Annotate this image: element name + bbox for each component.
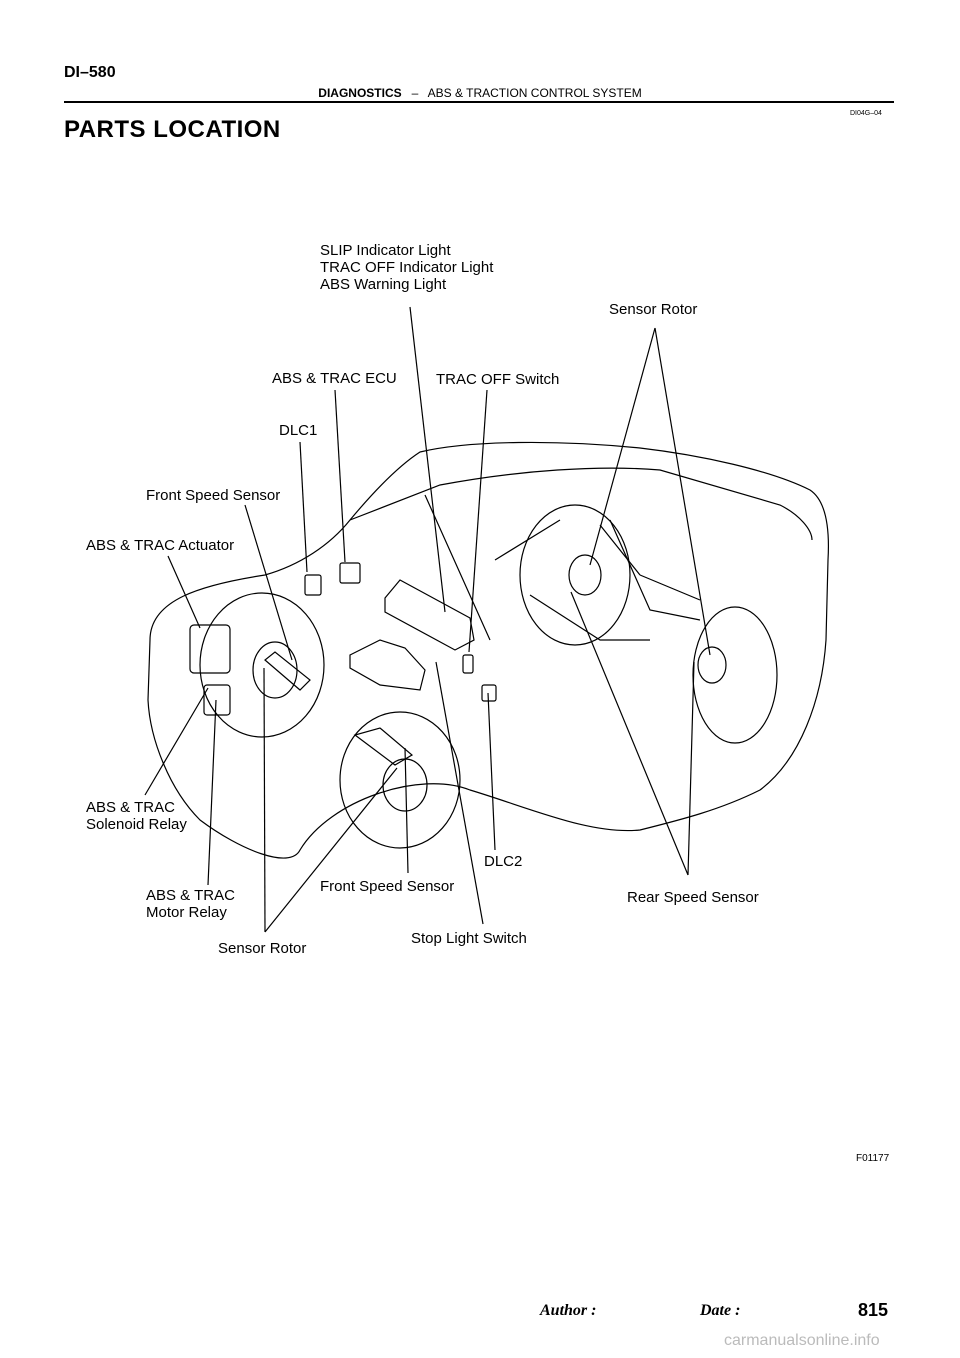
leader-sensor-rotor-rear-b xyxy=(655,328,710,655)
abs-warning-light-label: ABS Warning Light xyxy=(320,276,447,293)
section-name: DIAGNOSTICS xyxy=(318,86,402,100)
leader-rear-speed-sensor-a xyxy=(571,592,688,875)
dlc1-label: DLC1 xyxy=(279,422,318,439)
rear-left-hub xyxy=(698,647,726,683)
leader-ecu xyxy=(335,390,345,562)
leader-sensor-rotor-rear-a xyxy=(590,328,655,565)
doc-code: DI04G–04 xyxy=(850,110,882,117)
section-title: PARTS LOCATION xyxy=(64,116,281,143)
front-speed-sensor-bottom-label: Front Speed Sensor xyxy=(320,878,455,895)
leader-motor-relay xyxy=(208,700,216,885)
author-label: Author : xyxy=(540,1302,597,1319)
solenoid-relay-label-line2: Solenoid Relay xyxy=(86,816,187,833)
watermark: carmanualsonline.info xyxy=(724,1332,880,1349)
leader-solenoid-relay xyxy=(145,688,208,795)
abs-trac-actuator-shape xyxy=(190,625,230,673)
solenoid-relay-label xyxy=(86,799,187,833)
header-separator: – xyxy=(411,86,419,100)
trac-off-switch-shape xyxy=(463,655,473,673)
dlc2-shape xyxy=(482,685,496,701)
trac-off-indicator-label: TRAC OFF Indicator Light xyxy=(320,259,494,276)
slip-indicator-label: SLIP Indicator Light xyxy=(320,242,451,259)
solenoid-relay-label-line1: ABS & TRAC xyxy=(86,799,175,816)
leader-sensor-rotor-front-b xyxy=(265,768,397,932)
rear-right-hub xyxy=(569,555,601,595)
leader-sensor-rotor-front-a xyxy=(264,668,265,932)
motor-relay-label-line2: Motor Relay xyxy=(146,904,227,921)
motor-relay-label-line1: ABS & TRAC xyxy=(146,887,235,904)
leader-actuator xyxy=(168,556,200,628)
door-outline xyxy=(530,520,700,640)
stop-light-switch-label: Stop Light Switch xyxy=(411,930,527,947)
leader-indicators xyxy=(410,307,445,612)
abs-trac-ecu-label: ABS & TRAC ECU xyxy=(272,370,397,387)
front-speed-sensor-top-label: Front Speed Sensor xyxy=(146,487,281,504)
page-id: DI–580 xyxy=(64,64,116,81)
abs-trac-actuator-label: ABS & TRAC Actuator xyxy=(86,537,235,554)
figure-code: F01177 xyxy=(856,1153,890,1164)
indicator-labels xyxy=(320,242,493,293)
sensor-rotor-front-label: Sensor Rotor xyxy=(218,940,307,957)
leader-rear-speed-sensor-b xyxy=(688,662,694,875)
page-number: 815 xyxy=(858,1300,889,1320)
car-cabin-outline xyxy=(350,468,812,540)
leader-front-speed-sensor-top xyxy=(245,505,292,660)
front-left-axle-shape xyxy=(265,652,310,690)
ecu-shape xyxy=(340,563,360,583)
sensor-rotor-rear-label: Sensor Rotor xyxy=(609,301,698,318)
dlc1-shape xyxy=(305,575,321,595)
leader-dlc1 xyxy=(300,442,307,572)
leader-dlc2 xyxy=(488,693,495,850)
rear-speed-sensor-label: Rear Speed Sensor xyxy=(627,889,759,906)
brake-booster-shape xyxy=(350,640,425,690)
trac-off-switch-label: TRAC OFF Switch xyxy=(436,371,560,388)
front-right-wheel xyxy=(340,712,460,848)
motor-relay-label xyxy=(146,887,235,921)
dlc2-label: DLC2 xyxy=(484,853,523,870)
subsection-name: ABS & TRACTION CONTROL SYSTEM xyxy=(427,86,642,100)
front-axle-shape xyxy=(355,728,412,765)
front-left-hub xyxy=(253,642,297,698)
car-body-outline xyxy=(148,442,828,858)
date-label: Date : xyxy=(700,1302,741,1319)
windshield-outline xyxy=(425,495,700,640)
instrument-panel-shape xyxy=(385,580,474,650)
